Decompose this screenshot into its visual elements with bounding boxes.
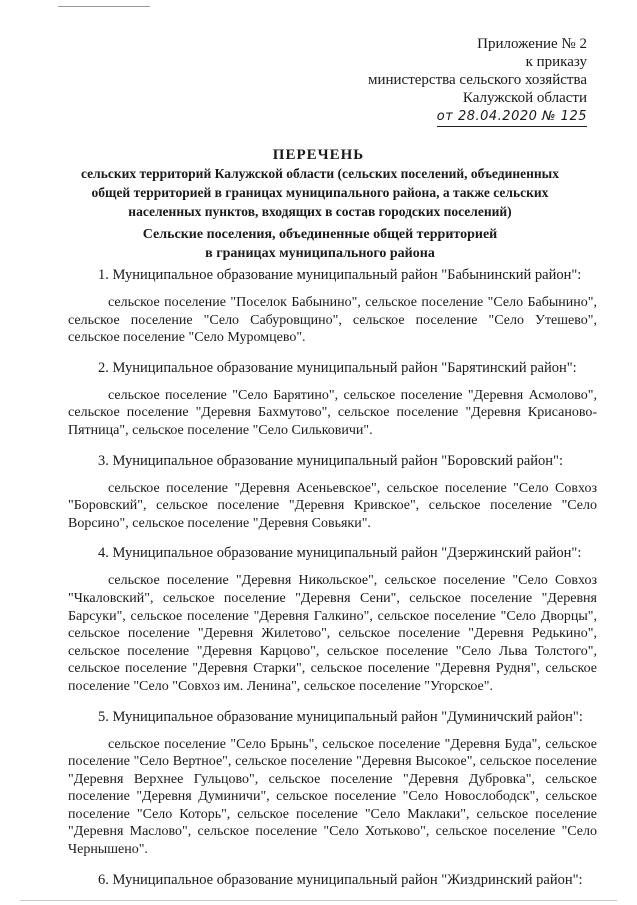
section-item xyxy=(68,452,597,533)
section-item xyxy=(68,359,597,440)
section-body: сельское поселение "Село Брынь", сельское поселение "Деревня Буда", сельское поселение "Село Вертное", сельское поселение "Деревня Высокое", сельское поселение "Деревня Верхнее Гульцово", сельское поселение "Деревня Дубровка", сельское поселение "Деревня Думиничи", сельское поселение "Село Новослободск", сельское поселение "Село Которь", сельское поселение "Село Маклаки", сельское поселение "Деревня Маслово", сельское поселение "Село Хотьково", сельское поселение "Село Чернышено". xyxy=(68,736,597,858)
section-item xyxy=(68,708,597,859)
section-title: 5. Муниципальное образование муниципальный район "Думиничский район": xyxy=(98,708,583,725)
document-title: ПЕРЕЧЕНЬ xyxy=(272,147,365,163)
appendix-line-1: Приложение № 2 xyxy=(477,36,587,52)
section-body: сельское поселение "Поселок Бабынино", сельское поселение "Село Бабынино", сельское поселение "Село Сабуровщино", сельское поселение "Село Утешево", сельское поселение "Село Муромцево". xyxy=(68,295,597,346)
section-title: 6. Муниципальное образование муниципальный район "Жиздринский район": xyxy=(98,871,583,888)
section-heading-line-1: Сельские поселения, объединенные общей территорией xyxy=(142,227,498,242)
appendix-line-3: министерства сельского хозяйства xyxy=(367,72,587,88)
section-body: сельское поселение "Деревня Асеньевское", сельское поселение "Село Совхоз "Боровский", сельское поселение "Деревня Кривское", сельское поселение "Село Ворсино", сельское поселение "Деревня Совьяки". xyxy=(68,480,597,531)
section-heading-line-2: в границах муниципального района xyxy=(205,246,435,261)
section-title: 4. Муниципальное образование муниципальный район "Дзержинский район": xyxy=(98,545,582,562)
top-edge-line xyxy=(58,6,150,7)
section-title: 2. Муниципальное образование муниципальный район "Барятинский район": xyxy=(98,359,577,376)
section-item xyxy=(68,871,597,889)
appendix-line-4: Калужской области xyxy=(462,90,587,106)
document-subtitle: сельских территорий Калужской области (сельских поселений, объединенных общей территорией в границах муниципального района, а также сельских населенных пунктов, входящих в состав городских поселений) xyxy=(81,166,559,219)
section-title: 1. Муниципальное образование муниципальный район "Бабынинский район": xyxy=(98,267,582,283)
appendix-line-2: к приказу xyxy=(525,54,587,70)
section-body: сельское поселение "Село Барятино", сельское поселение "Деревня Асмолово", сельское поселение "Деревня Бахмутово", сельское поселение "Деревня Крисаново-Пятница", сельское поселение "Село Сильковичи". xyxy=(68,387,597,438)
section-heading xyxy=(70,225,570,263)
sections-list xyxy=(68,266,597,899)
section-item xyxy=(68,266,597,347)
section-body: сельское поселение "Деревня Никольское", сельское поселение "Село Совхоз "Чкаловский", сельское поселение "Деревня Сени", сельское поселение "Деревня Барсуки", сельское поселение "Деревня Галкино", сельское поселение "Село Дворцы", сельское поселение "Деревня Жилетово", сельское поселение "Деревня Редькино", сельское поселение "Деревня Карцово", сельское поселение "Село Льва Толстого", сельское поселение "Деревня Старки", сельское поселение "Деревня Рудня", сельское поселение "Село "Совхоз им. Ленина", сельское поселение "Угорское". xyxy=(68,573,597,694)
appendix-block xyxy=(368,35,587,127)
handwritten-date-number: от 28.04.2020 № 125 xyxy=(437,108,587,127)
bottom-edge-line xyxy=(20,900,617,901)
section-item xyxy=(68,544,597,695)
section-title: 3. Муниципальное образование муниципальный район "Боровский район": xyxy=(98,452,564,469)
